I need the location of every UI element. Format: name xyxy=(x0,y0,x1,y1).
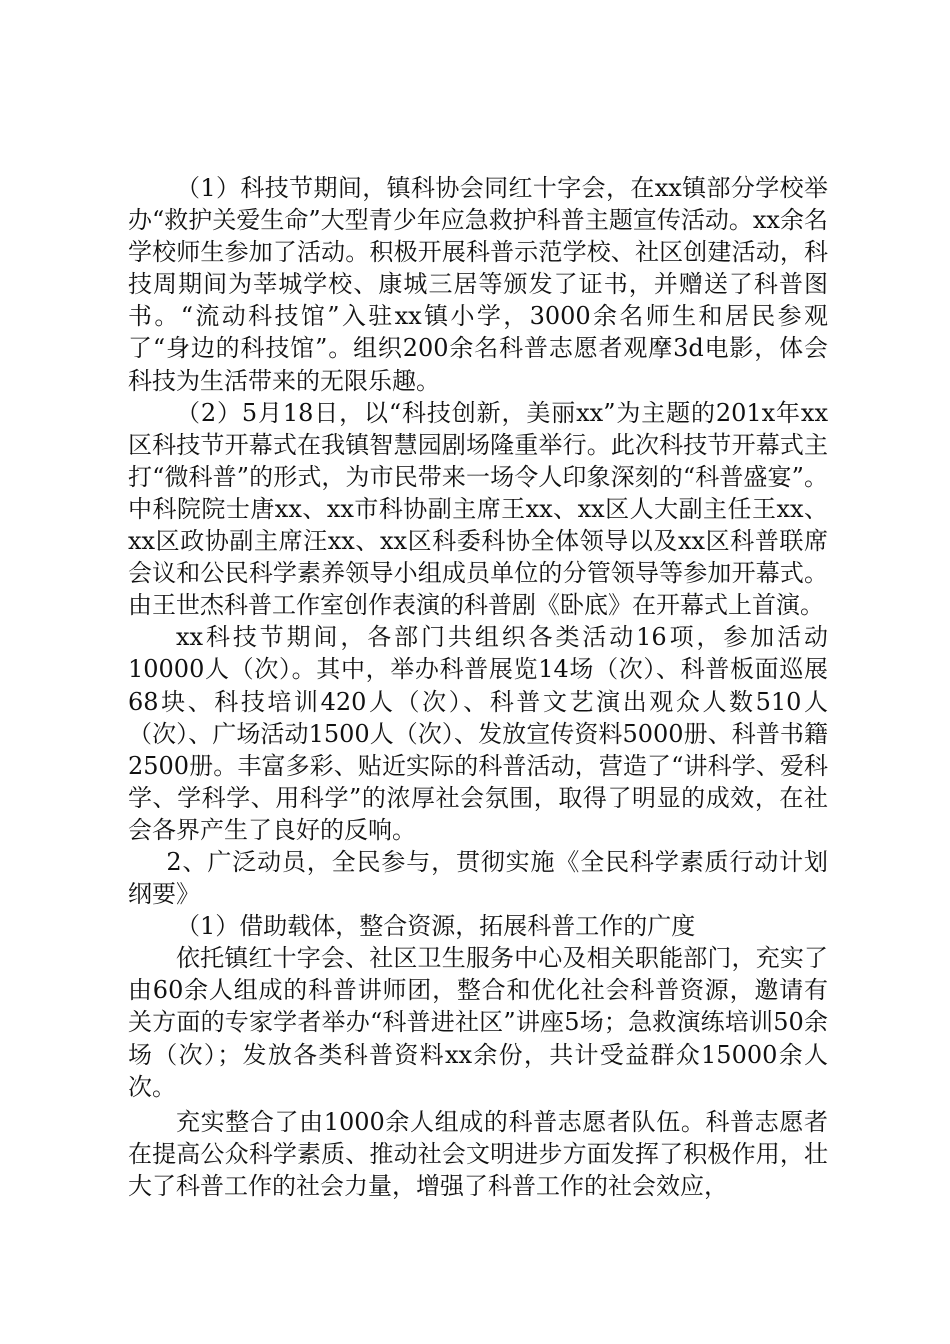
paragraph-lecturer-group: 依托镇红十字会、社区卫生服务中心及相关职能部门，充实了由60余人组成的科普讲师团，整合和优化社会科普资源，邀请有关方面的专家学者举办“科普进社区”讲座5场；急救演练培训50余场（次）；发放各类科普资料xx余份，共计受益群众15000余人次。 xyxy=(128,944,828,1101)
paragraph-opening-ceremony: （2）5月18日，以“科技创新，美丽xx”为主题的201x年xx区科技节开幕式在我镇智慧园剧场隆重举行。此次科技节开幕式主打“微科普”的形式，为市民带来一场令人印象深刻的“科普盛宴”。中科院院士唐xx、xx市科协副主席王xx、xx区人大副主任王xx、xx区政协副主席汪xx、xx区科委科协全体领导以及xx区科普联席会议和公民科学素养领导小组成员单位的分管领导等参加开幕式。由王世杰科普工作室创作表演的科普剧《卧底》在开幕式上首演。 xyxy=(128,398,828,620)
document-body xyxy=(128,172,828,1202)
section-heading-mobilization: 2、广泛动员，全民参与，贯彻实施《全民科学素质行动计划纲要》 xyxy=(128,847,828,909)
paragraph-volunteer-team: 充实整合了由1000余人组成的科普志愿者队伍。科普志愿者在提高公众科学素质、推动社会文明进步方面发挥了积极作用，壮大了科普工作的社会力量，增强了科普工作的社会效应， xyxy=(128,1107,828,1200)
paragraph-festival-statistics: xx科技节期间，各部门共组织各类活动16项，参加活动10000人（次）。其中，举办科普展览14场（次）、科普板面巡展68块、科技培训420人（次）、科普文艺演出观众人数510人（次）、广场活动1500人（次）、发放宣传资料5000册、科普书籍2500册。丰富多彩、贴近实际的科普活动，营造了“讲科学、爱科学、学科学、用科学”的浓厚社会氛围，取得了明显的成效，在社会各界产生了良好的反响。 xyxy=(128,623,828,844)
subsection-heading-integrate-resources: （1）借助载体，整合资源，拓展科普工作的广度 xyxy=(176,912,696,941)
paragraph-science-festival-activities: （1）科技节期间，镇科协会同红十字会，在xx镇部分学校举办“救护关爱生命”大型青少年应急救护科普主题宣传活动。xx余名学校师生参加了活动。积极开展科普示范学校、社区创建活动，科技周期间为莘城学校、康城三居等颁发了证书，并赠送了科普图书。“流动科技馆”入驻xx镇小学，3000余名师生和居民参观了“身边的科技馆”。组织200余名科普志愿者观摩3d电影，体会科技为生活带来的无限乐趣。 xyxy=(128,174,828,395)
